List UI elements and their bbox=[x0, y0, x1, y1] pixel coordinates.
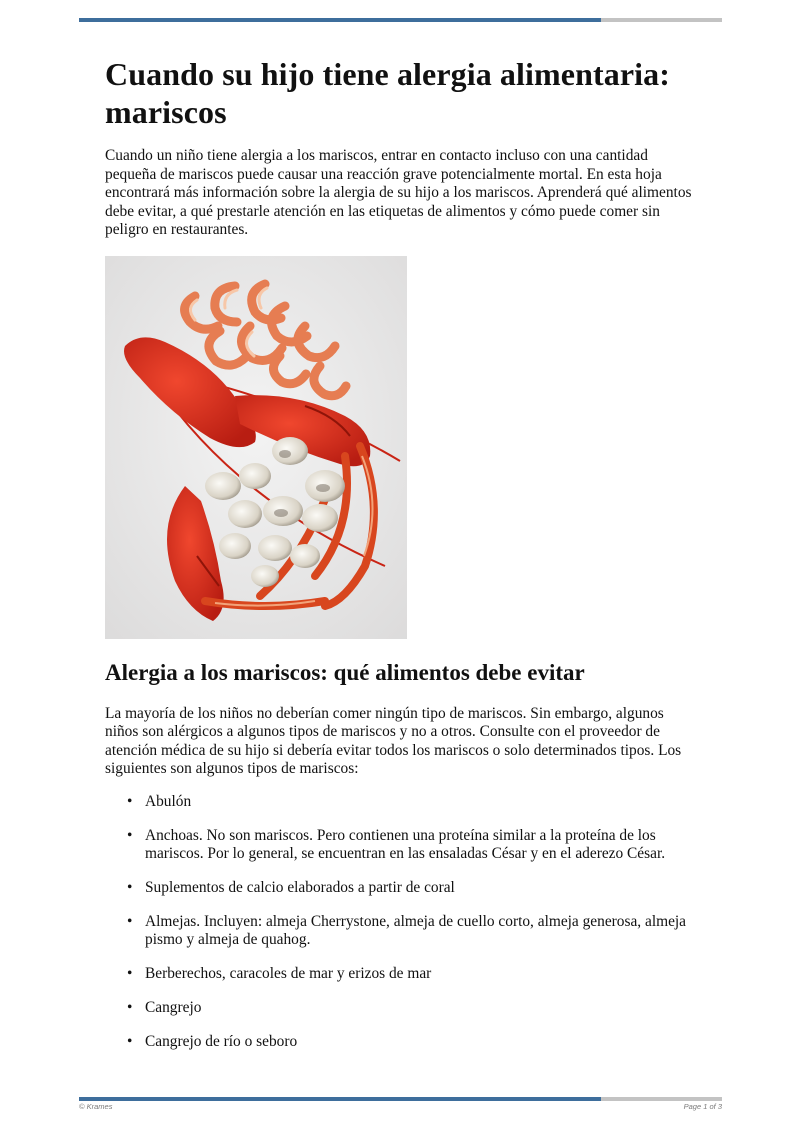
list-item: • Cangrejo bbox=[127, 998, 202, 1016]
list-item-text: Anchoas. No son mariscos. Pero contienen una proteína similar a la proteína de los mariscos. Por lo general, se encuentran en las ensaladas César y en el aderezo César. bbox=[145, 826, 666, 862]
shellfish-list bbox=[105, 793, 695, 1051]
list-item: • Almejas. Incluyen: almeja Cherrystone, almeja de cuello corto, almeja generosa, almeja pismo y almeja de quahog. bbox=[127, 912, 687, 948]
list-item: • Berberechos, caracoles de mar y erizos de mar bbox=[127, 964, 432, 982]
list-item-text: Suplementos de calcio elaborados a partir de coral bbox=[145, 878, 455, 896]
list-item: • Anchoas. No son mariscos. Pero contienen una proteína similar a la proteína de los mariscos. Por lo general, se encuentran en las ensaladas César y en el aderezo César. bbox=[127, 826, 666, 862]
list-item-text: Almejas. Incluyen: almeja Cherrystone, almeja de cuello corto, almeja generosa, almeja pismo y almeja de quahog. bbox=[145, 912, 687, 948]
header-rule-rest bbox=[601, 18, 722, 22]
list-item: • Suplementos de calcio elaborados a partir de coral bbox=[127, 878, 455, 896]
seafood-photo bbox=[105, 256, 407, 639]
article bbox=[105, 55, 695, 1067]
list-item-text: Abulón bbox=[145, 792, 192, 810]
footer-page-number: Page 1 of 3 bbox=[683, 1102, 722, 1111]
intro-paragraph: Cuando un niño tiene alergia a los mariscos, entrar en contacto incluso con una cantidad pequeña de mariscos puede causar una reacción grave potencialmente mortal. En esta hoja encontrará más información sobre la alergia de su hijo a los mariscos. Aprenderá qué alimentos debe evitar, a qué prestarle atención en las etiquetas de alimentos y cómo puede comer sin peligro en restaurantes. bbox=[105, 147, 692, 238]
header-rule bbox=[79, 18, 722, 22]
section-paragraph: La mayoría de los niños no deberían comer ningún tipo de mariscos. Sin embargo, algunos niños son alérgicos a algunos tipos de mariscos y no a otros. Consulte con el proveedor de atención médica de su hijo si debería evitar todos los mariscos o solo determinados tipos. Los siguientes son algunos tipos de mariscos: bbox=[105, 704, 682, 777]
list-item: • Abulón bbox=[127, 792, 192, 810]
footer-rule-rest bbox=[601, 1097, 722, 1101]
list-item: • Cangrejo de río o seboro bbox=[127, 1032, 298, 1050]
page-title: Cuando su hijo tiene alergia alimentaria: mariscos bbox=[105, 56, 670, 130]
list-item-text: Berberechos, caracoles de mar y erizos de mar bbox=[145, 964, 432, 982]
list-item-text: Cangrejo de río o seboro bbox=[145, 1032, 298, 1050]
footer-rule-accent bbox=[79, 1097, 601, 1101]
footer-copyright: © Krames bbox=[79, 1102, 113, 1111]
list-item-text: Cangrejo bbox=[145, 998, 202, 1016]
footer-rule bbox=[79, 1097, 722, 1101]
header-rule-accent bbox=[79, 18, 601, 22]
section-heading: Alergia a los mariscos: qué alimentos debe evitar bbox=[105, 659, 585, 685]
